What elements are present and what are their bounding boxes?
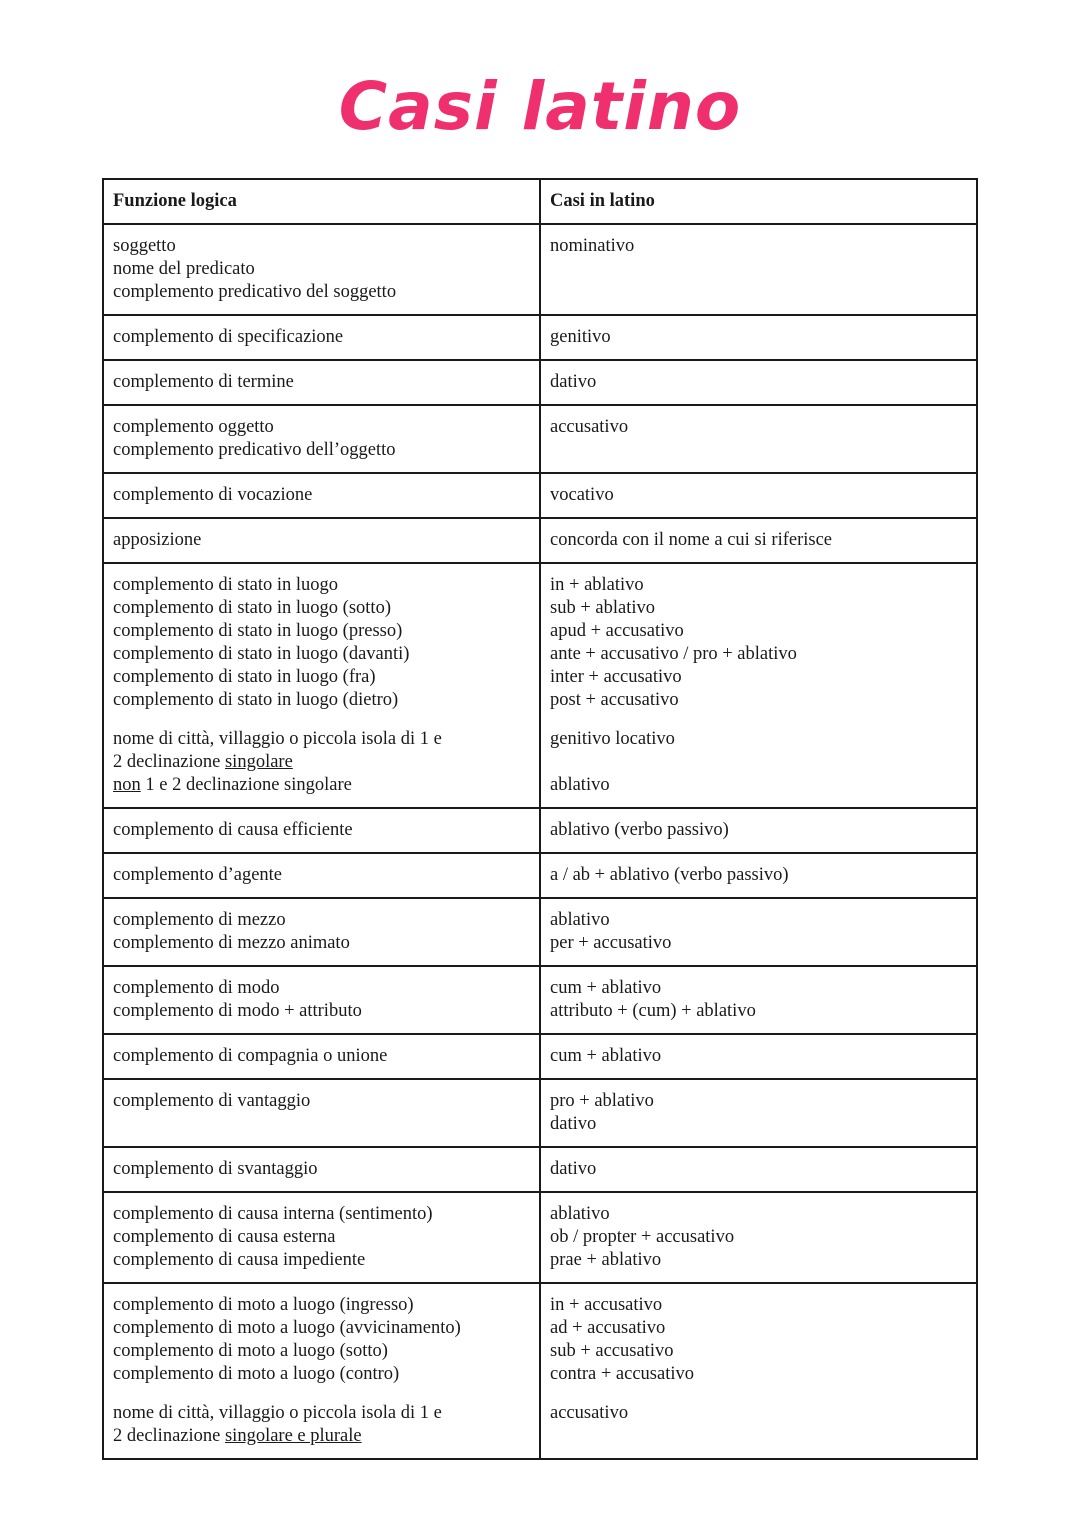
caso-cell — [540, 808, 977, 853]
funzione-cell — [103, 1079, 540, 1147]
cell-line: complemento di vantaggio — [113, 1091, 311, 1111]
cell-line: in + accusativo — [550, 1295, 663, 1315]
cell-line: complemento di compagnia o unione — [113, 1046, 388, 1066]
cell-line: complemento di termine — [113, 372, 294, 392]
table-row — [103, 315, 977, 360]
cell-line: per + accusativo — [550, 933, 672, 953]
cell-line: complemento di modo — [113, 978, 280, 998]
cell-line: complemento di causa interna (sentimento) — [113, 1204, 433, 1224]
header-casi-in-latino: Casi in latino — [540, 179, 977, 224]
caso-cell — [540, 1192, 977, 1283]
cell-line: complemento di stato in luogo (sotto) — [113, 598, 391, 618]
cell-line: complemento di stato in luogo — [113, 575, 339, 595]
funzione-cell — [103, 898, 540, 966]
cell-line: complemento di svantaggio — [113, 1159, 318, 1179]
cell-line: dativo — [550, 372, 597, 392]
cell-line: cum + ablativo — [550, 978, 662, 998]
cell-text: 2 declinazione — [113, 1426, 225, 1446]
cell-line: prae + ablativo — [550, 1250, 662, 1270]
cell-line: complemento di mezzo animato — [113, 933, 350, 953]
table-row — [103, 966, 977, 1034]
funzione-cell — [103, 315, 540, 360]
funzione-cell — [103, 405, 540, 473]
cell-line: accusativo — [550, 1403, 629, 1423]
table-row — [103, 808, 977, 853]
table-row — [103, 853, 977, 898]
cell-line: complemento di moto a luogo (ingresso) — [113, 1295, 414, 1315]
table-row — [103, 898, 977, 966]
table-row — [103, 1079, 977, 1147]
caso-cell — [540, 1034, 977, 1079]
caso-cell — [540, 1079, 977, 1147]
funzione-cell — [103, 563, 540, 808]
caso-cell — [540, 898, 977, 966]
cell-line: cum + ablativo — [550, 1046, 662, 1066]
cell-line: pro + ablativo — [550, 1091, 654, 1111]
funzione-cell — [103, 518, 540, 563]
cell-text: 2 declinazione — [113, 752, 225, 772]
cell-line: complemento oggetto — [113, 417, 274, 437]
table-row — [103, 1034, 977, 1079]
cell-line: genitivo locativo — [550, 729, 675, 749]
cell-line: complemento predicativo dell’oggetto — [113, 440, 396, 460]
cell-line: nominativo — [550, 236, 635, 256]
underlined-text: singolare e plurale — [224, 1426, 362, 1446]
cell-line: complemento di stato in luogo (presso) — [113, 621, 403, 641]
cell-line: complemento di causa efficiente — [113, 820, 353, 840]
cell-line: complemento di stato in luogo (davanti) — [113, 644, 410, 664]
funzione-cell — [103, 473, 540, 518]
funzione-cell — [103, 1283, 540, 1459]
cell-line: complemento di stato in luogo (dietro) — [113, 690, 399, 710]
table-row — [103, 1283, 977, 1459]
cell-line: dativo — [550, 1159, 597, 1179]
cell-line: contra + accusativo — [550, 1364, 694, 1384]
cell-line: genitivo — [550, 327, 611, 347]
cell-line: sub + ablativo — [550, 598, 655, 618]
cell-line: ob / propter + accusativo — [550, 1227, 735, 1247]
funzione-cell — [103, 1192, 540, 1283]
cell-line: complemento di mezzo — [113, 910, 286, 930]
cell-line — [550, 751, 967, 774]
funzione-cell — [103, 853, 540, 898]
table-row — [103, 563, 977, 808]
caso-cell — [540, 518, 977, 563]
caso-cell — [540, 473, 977, 518]
table-row — [103, 360, 977, 405]
cell-line: a / ab + ablativo (verbo passivo) — [550, 865, 789, 885]
underlined-text: non — [113, 775, 141, 795]
cell-line: concorda con il nome a cui si riferisce — [550, 530, 833, 550]
caso-cell — [540, 224, 977, 315]
caso-cell — [540, 966, 977, 1034]
funzione-cell — [103, 808, 540, 853]
cell-line: vocativo — [550, 485, 614, 505]
cell-line — [113, 1425, 530, 1448]
cell-line: attributo + (cum) + ablativo — [550, 1001, 756, 1021]
cell-line: complemento d’agente — [113, 865, 283, 885]
cell-line: nome di città, villaggio o piccola isola di 1 e — [113, 729, 442, 749]
cell-line: complemento predicativo del soggetto — [113, 282, 397, 302]
cell-line: apud + accusativo — [550, 621, 684, 641]
caso-cell — [540, 1147, 977, 1192]
caso-cell — [540, 315, 977, 360]
caso-cell — [540, 360, 977, 405]
cell-line — [113, 774, 530, 797]
cell-line: ablativo (verbo passivo) — [550, 820, 729, 840]
cell-line: soggetto — [113, 236, 176, 256]
funzione-cell — [103, 966, 540, 1034]
cell-line: ante + accusativo / pro + ablativo — [550, 644, 797, 664]
cases-table — [102, 178, 978, 1460]
cell-line: complemento di modo + attributo — [113, 1001, 362, 1021]
cell-line: in + ablativo — [550, 575, 644, 595]
cell-line: complemento di causa esterna — [113, 1227, 336, 1247]
cell-line: dativo — [550, 1114, 597, 1134]
cell-line: complemento di causa impediente — [113, 1250, 366, 1270]
funzione-cell — [103, 1034, 540, 1079]
cell-line: complemento di moto a luogo (contro) — [113, 1364, 400, 1384]
table-row — [103, 405, 977, 473]
cell-line: inter + accusativo — [550, 667, 682, 687]
table-row — [103, 473, 977, 518]
underlined-text: singolare — [224, 752, 293, 772]
cell-line: complemento di moto a luogo (sotto) — [113, 1341, 388, 1361]
table-row — [103, 224, 977, 315]
cell-line — [113, 751, 530, 774]
table-row — [103, 518, 977, 563]
cell-line: ablativo — [550, 910, 610, 930]
cell-text: 1 e 2 declinazione singolare — [140, 775, 352, 795]
cell-line: complemento di stato in luogo (fra) — [113, 667, 376, 687]
funzione-cell — [103, 360, 540, 405]
caso-cell — [540, 563, 977, 808]
cell-line: ablativo — [550, 775, 610, 795]
caso-cell — [540, 405, 977, 473]
cell-line: ablativo — [550, 1204, 610, 1224]
caso-cell — [540, 1283, 977, 1459]
cell-line: ad + accusativo — [550, 1318, 666, 1338]
table-header-row — [103, 179, 977, 224]
cell-line: post + accusativo — [550, 690, 679, 710]
funzione-cell — [103, 224, 540, 315]
funzione-cell — [103, 1147, 540, 1192]
table-row — [103, 1192, 977, 1283]
cell-line: nome di città, villaggio o piccola isola di 1 e — [113, 1403, 442, 1423]
cell-line: nome del predicato — [113, 259, 255, 279]
cell-line: complemento di vocazione — [113, 485, 313, 505]
table-row — [103, 1147, 977, 1192]
cell-line: accusativo — [550, 417, 629, 437]
cell-line: complemento di moto a luogo (avvicinamento) — [113, 1318, 461, 1338]
caso-cell — [540, 853, 977, 898]
header-funzione-logica: Funzione logica — [103, 179, 540, 224]
cell-line: apposizione — [113, 530, 202, 550]
cell-line: sub + accusativo — [550, 1341, 674, 1361]
page-title: Casi latino — [338, 68, 742, 145]
cell-line: complemento di specificazione — [113, 327, 344, 347]
